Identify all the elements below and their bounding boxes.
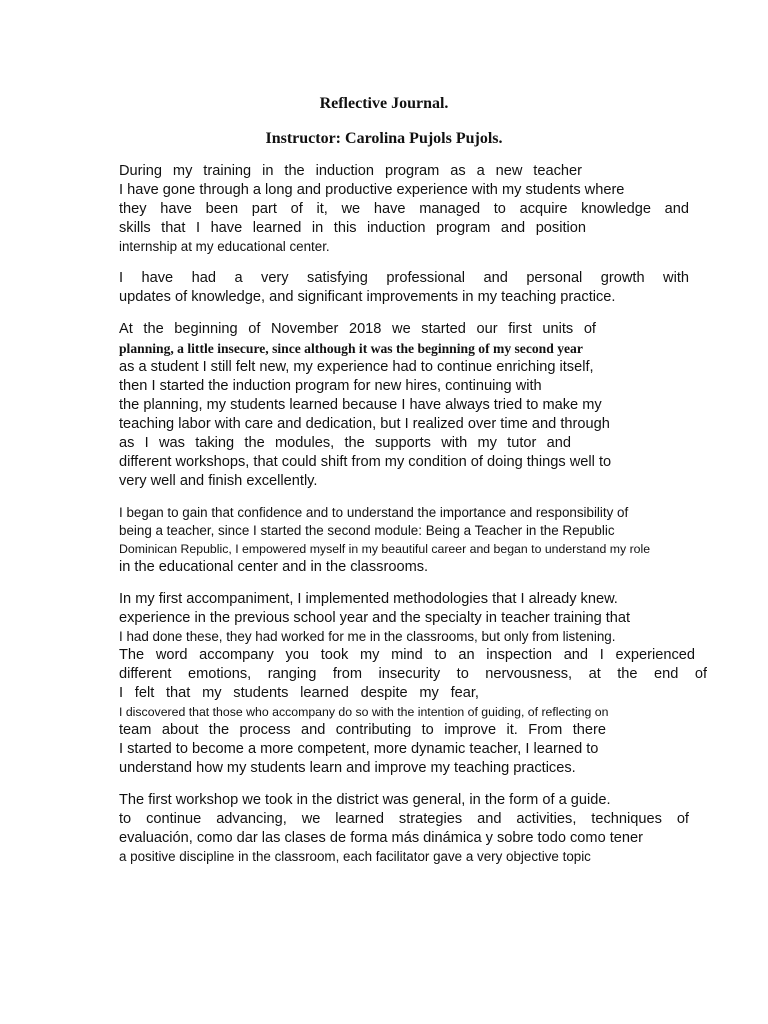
text-line: I discovered that those who accompany do so with the intention of guiding, of reflecting on	[119, 705, 609, 719]
instructor-line: Instructor: Carolina Pujols Pujols.	[265, 130, 503, 147]
text-line: understand how my students learn and improve my teaching practices.	[119, 760, 576, 776]
paragraph-3	[119, 320, 689, 491]
text-line: different emotions, ranging from insecurity to nervousness, at the end of	[119, 666, 707, 682]
text-line: the planning, my students learned because I have always tried to make my	[119, 397, 602, 413]
text-line: I started to become a more competent, more dynamic teacher, I learned to	[119, 741, 599, 757]
text-line: I have gone through a long and productive experience with my students where	[119, 182, 625, 198]
text-line: I began to gain that confidence and to understand the importance and responsibility of	[119, 505, 629, 520]
journal-body	[119, 162, 707, 879]
text-line: as a student I still felt new, my experience had to continue enriching itself,	[119, 359, 594, 375]
text-line: I have had a very satisfying professional and personal growth with	[119, 270, 689, 286]
text-line: I felt that my students learned despite my fear,	[119, 685, 479, 701]
text-line: planning, a little insecure, since although it was the beginning of my second year	[119, 341, 583, 356]
text-line: updates of knowledge, and significant improvements in my teaching practice.	[119, 289, 616, 305]
text-line: very well and finish excellently.	[119, 473, 318, 489]
text-line: At the beginning of November 2018 we started our first units of	[119, 321, 596, 337]
text-line: then I started the induction program for new hires, continuing with	[119, 378, 542, 394]
text-line: as I was taking the modules, the supports with my tutor and	[119, 435, 571, 451]
text-line: they have been part of it, we have managed to acquire knowledge and	[119, 201, 689, 217]
text-line: team about the process and contributing to improve it. From there	[119, 722, 606, 738]
text-line: During my training in the induction program as a new teacher	[119, 163, 582, 179]
text-line: The first workshop we took in the district was general, in the form of a guide.	[119, 792, 611, 808]
text-line: being a teacher, since I started the second module: Being a Teacher in the Republic	[119, 523, 615, 538]
text-line: teaching labor with care and dedication, but I realized over time and through	[119, 416, 610, 432]
text-line: evaluación, como dar las clases de forma más dinámica y sobre todo como tener	[119, 830, 644, 846]
text-line: in the educational center and in the classrooms.	[119, 559, 429, 575]
paragraph-4	[119, 504, 689, 577]
text-line: skills that I have learned in this induction program and position	[119, 220, 586, 236]
text-line: In my first accompaniment, I implemented methodologies that I already knew.	[119, 591, 618, 607]
paragraph-1	[119, 162, 689, 256]
text-line: Dominican Republic, I empowered myself in my beautiful career and began to understand my role	[119, 542, 651, 556]
text-line: The word accompany you took my mind to an inspection and I experienced	[119, 647, 695, 663]
text-line: experience in the previous school year and the specialty in teacher training that	[119, 610, 631, 626]
paragraph-2	[119, 269, 689, 307]
paragraph-6	[119, 791, 689, 866]
paragraph-5	[119, 590, 707, 778]
text-line: to continue advancing, we learned strategies and activities, techniques of	[119, 811, 689, 827]
text-line: internship at my educational center.	[119, 239, 330, 254]
text-line: a positive discipline in the classroom, each facilitator gave a very objective topic	[119, 849, 591, 864]
text-line: I had done these, they had worked for me in the classrooms, but only from listening.	[119, 629, 616, 644]
journal-title: Reflective Journal.	[319, 95, 449, 112]
text-line: different workshops, that could shift from my condition of doing things well to	[119, 454, 612, 470]
